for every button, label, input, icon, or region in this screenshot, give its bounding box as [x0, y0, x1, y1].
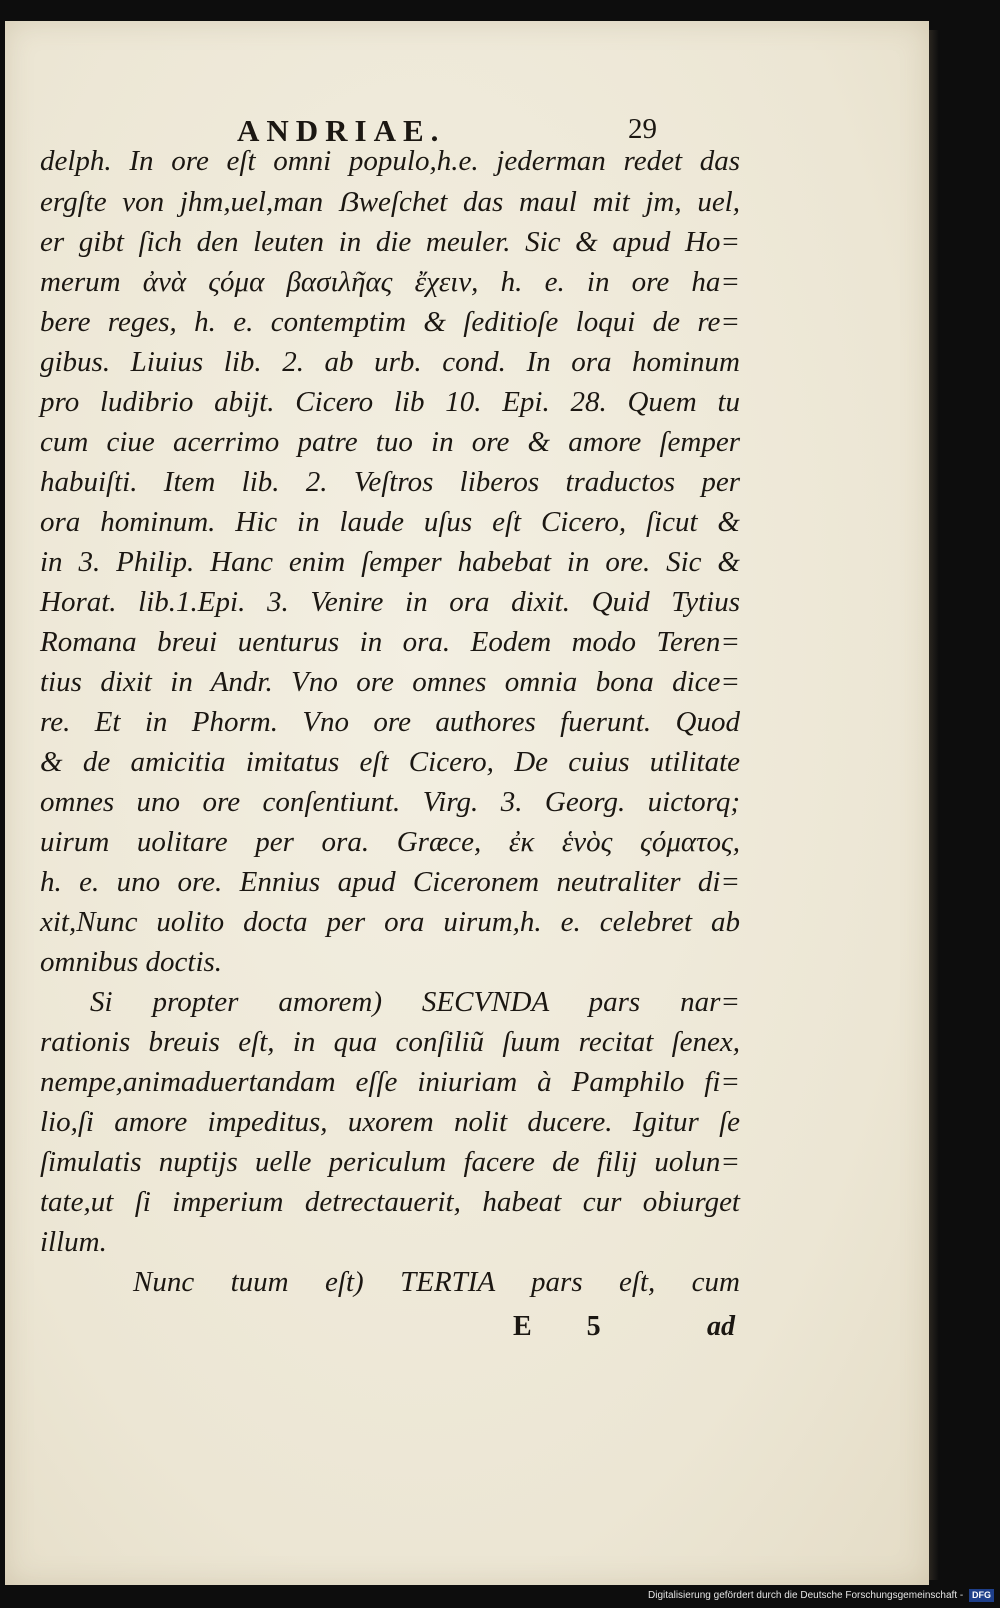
text-line: & de amicitia imitatus eſt Cicero, De cuius utilitate — [40, 746, 740, 778]
text-line: bere reges, h. e. contemptim & ſeditioſe loqui de re= — [40, 306, 740, 338]
text-line: uirum uolitare per ora. Græce, ἐκ ἑνὸς ςόματος, — [40, 826, 740, 858]
text-line: er gibt ſich den leuten in die meuler. Sic & apud Ho= — [40, 226, 740, 258]
text-line: habuiſti. Item lib. 2. Veſtros liberos traductos per — [40, 466, 740, 498]
running-head-title: ANDRIAE. — [237, 113, 446, 148]
catchword: ad — [707, 1311, 735, 1342]
text-line: merum ἀνὰ ςόμα βασιλῆας ἔχειν, h. e. in ore ha= — [40, 266, 740, 298]
credit-text: Digitalisierung gefördert durch die Deutsche Forschungsgemeinschaft - — [648, 1590, 964, 1601]
book-page — [5, 21, 929, 1585]
text-line: re. Et in Phorm. Vno ore authores fuerunt. Quod — [40, 706, 740, 738]
text-line: gibus. Liuius lib. 2. ab urb. cond. In ora hominum — [40, 346, 740, 378]
text-line: cum ciue acerrimo patre tuo in ore & amore ſemper — [40, 426, 740, 458]
text-line: tius dixit in Andr. Vno ore omnes omnia bona dice= — [40, 666, 740, 698]
text-line: lio,ſi amore impeditus, uxorem nolit ducere. Igitur ſe — [40, 1106, 740, 1138]
text-line: ora hominum. Hic in laude uſus eſt Cicero, ſicut & — [40, 506, 740, 538]
text-line: nempe,animaduertandam eſſe iniuriam à Pamphilo fi= — [40, 1066, 740, 1098]
text-line: omnibus doctis. — [40, 946, 223, 978]
text-line: in 3. Philip. Hanc enim ſemper habebat in ore. Sic & — [40, 546, 740, 578]
text-line: ergſte von jhm,uel,man ẞweſchet das maul mit jm, uel, — [40, 186, 740, 218]
text-line: omnes uno ore conſentiunt. Virg. 3. Georg. uictorq; — [40, 786, 740, 818]
text-line-lemma: Nunc tuum eſt) TERTIA pars eſt, cum — [133, 1266, 740, 1298]
text-line: h. e. uno ore. Ennius apud Ciceronem neutraliter di= — [40, 866, 740, 898]
page-number: 29 — [628, 113, 657, 145]
catchword-line — [505, 1311, 735, 1351]
text-line: tate,ut ſi imperium detrectauerit, habeat cur obiurget — [40, 1186, 740, 1218]
text-line: ſimulatis nuptijs uelle periculum facere de filij uolun= — [40, 1146, 740, 1178]
text-line: rationis breuis eſt, in qua conſiliũ ſuum recitat ſenex, — [40, 1026, 740, 1058]
page-edge-shadow — [929, 30, 939, 1580]
signature-mark: E 5 — [513, 1311, 625, 1342]
text-line: illum. — [40, 1226, 107, 1258]
text-line: xit,Nunc uolito docta per ora uirum,h. e. celebret ab — [40, 906, 740, 938]
text-line: pro ludibrio abijt. Cicero lib 10. Epi. 28. Quem tu — [40, 386, 740, 418]
dfg-logo: DFG — [969, 1589, 994, 1602]
text-line: delph. In ore eſt omni populo,h.e. jederman redet das — [40, 145, 740, 177]
text-line-lemma: Si propter amorem) SECVNDA pars nar= — [90, 986, 740, 1018]
text-line: Horat. lib.1.Epi. 3. Venire in ora dixit. Quid Tytius — [40, 586, 740, 618]
digitization-credit — [648, 1588, 994, 1604]
text-line: Romana breui uenturus in ora. Eodem modo Teren= — [40, 626, 740, 658]
